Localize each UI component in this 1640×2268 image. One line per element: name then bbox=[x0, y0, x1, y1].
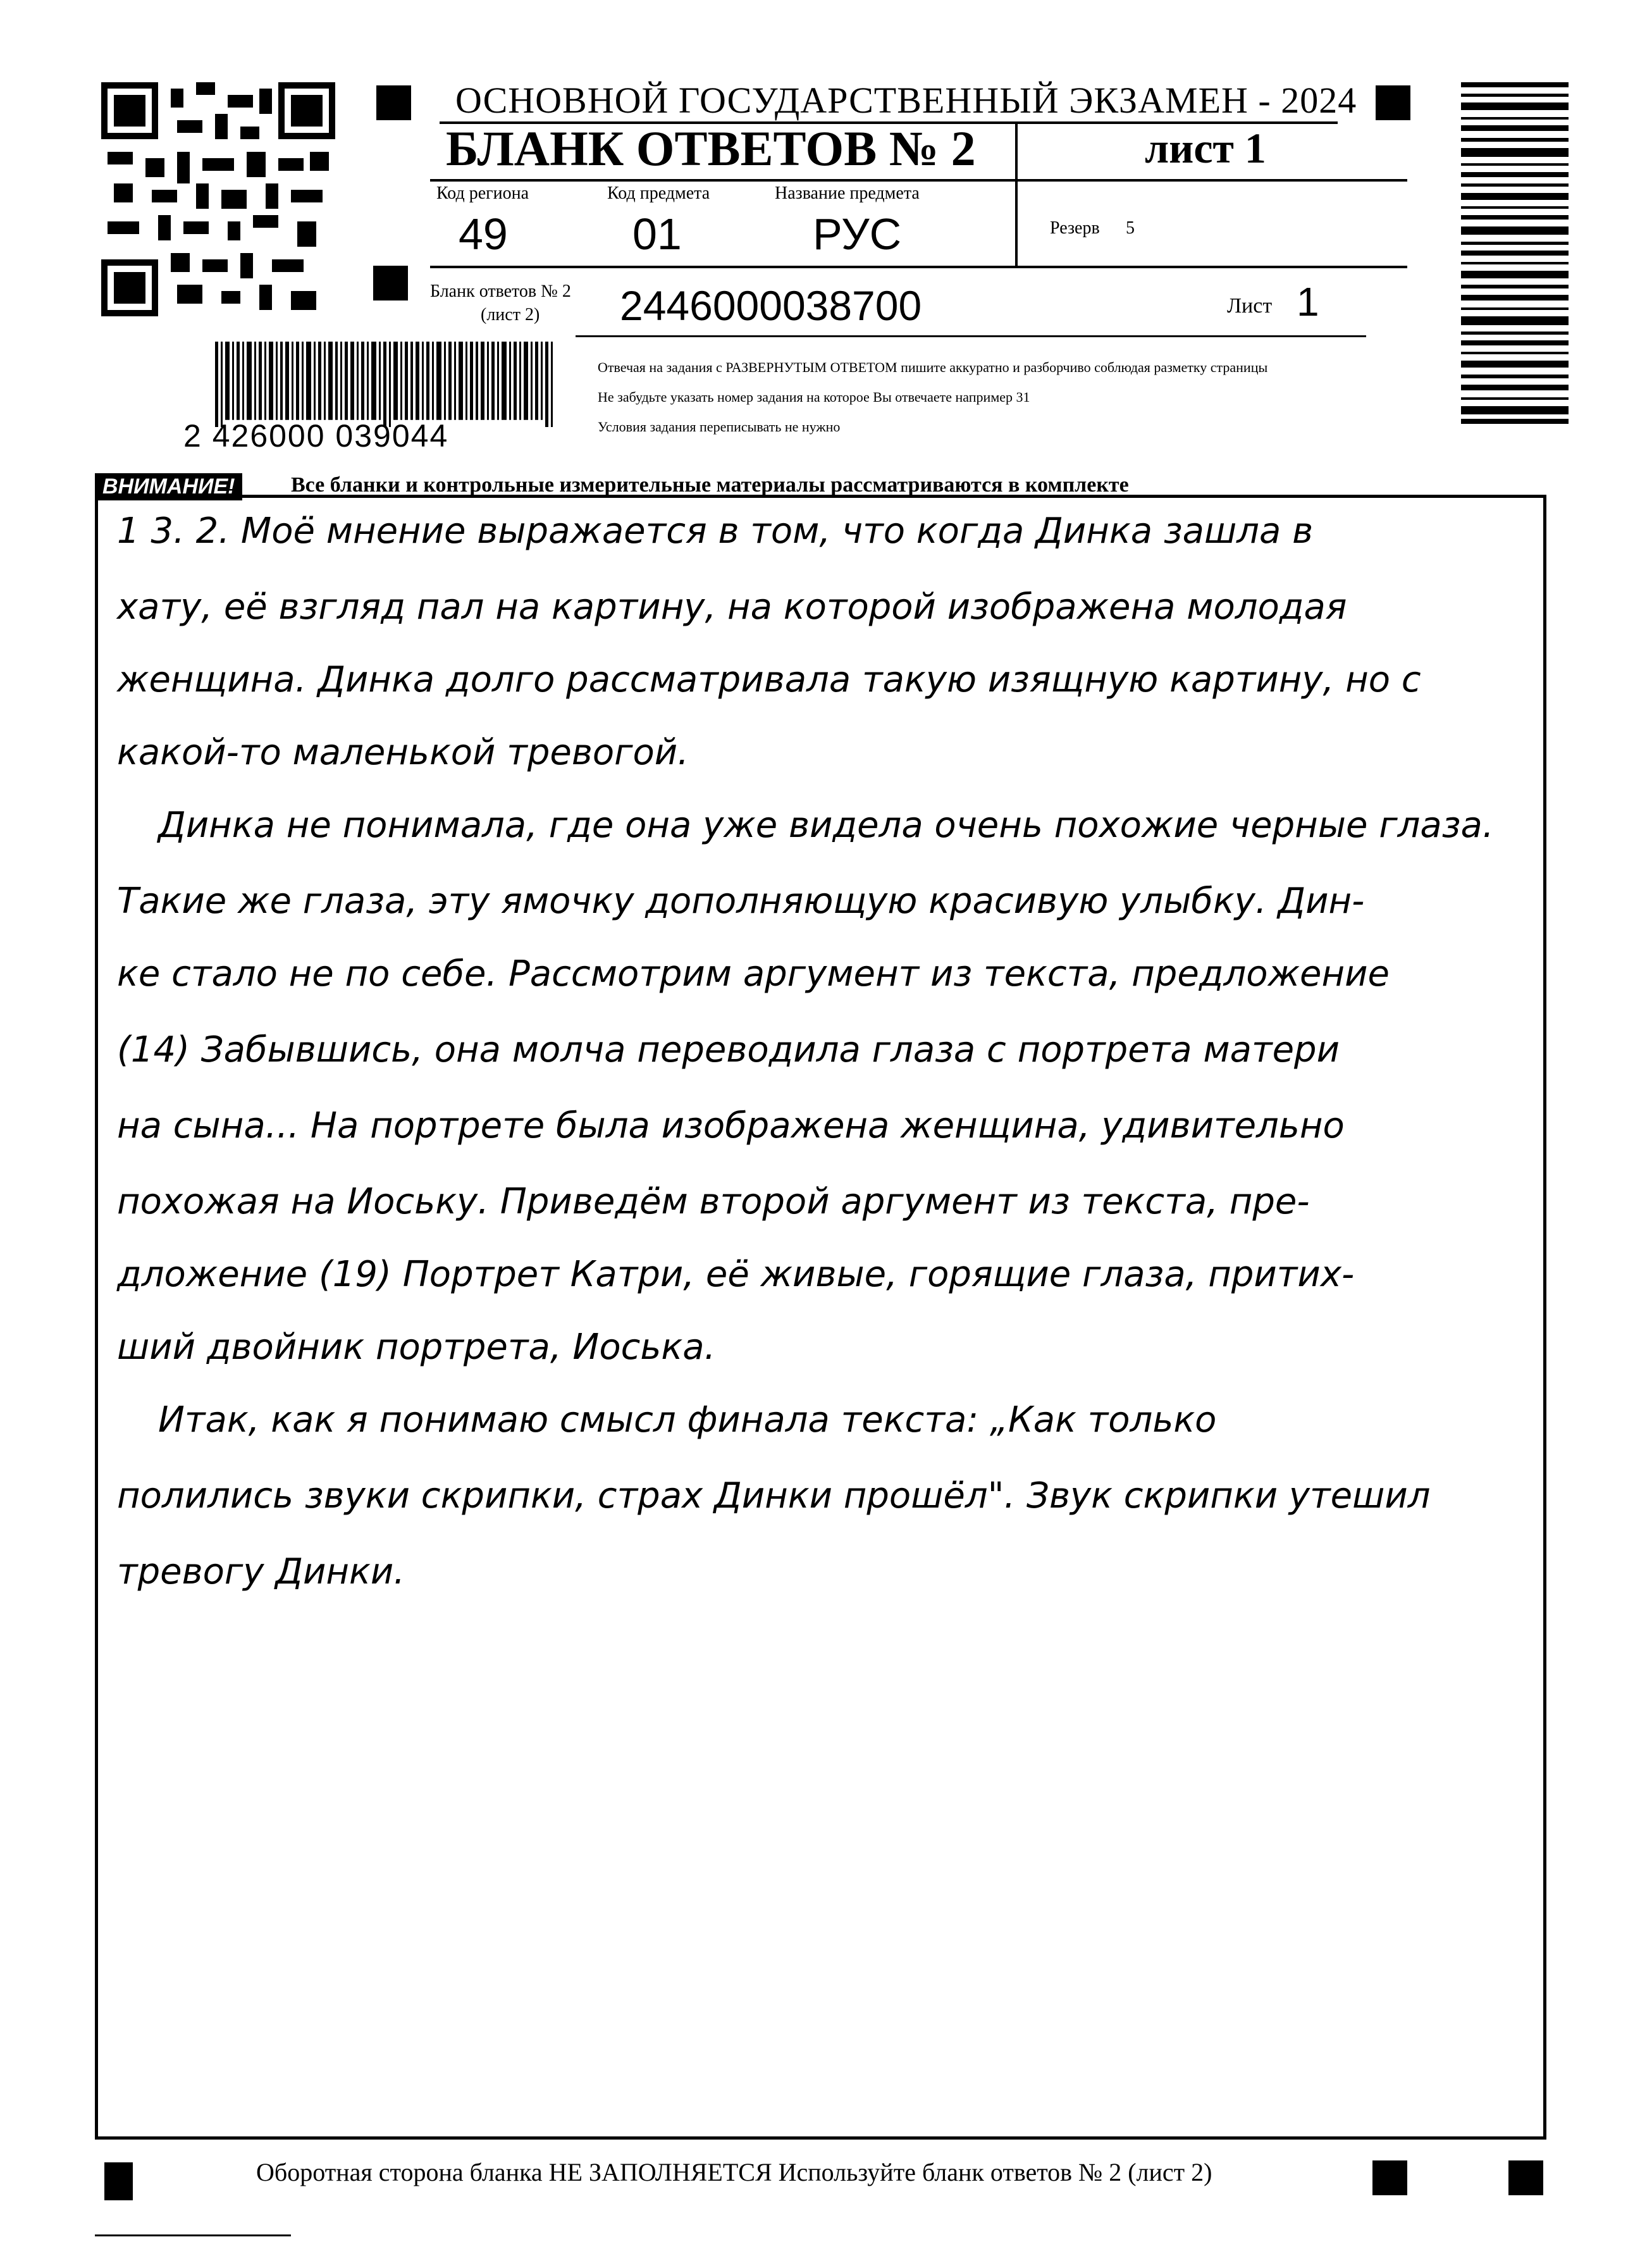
reserve-label: Резерв bbox=[1050, 218, 1100, 238]
answer-line: какой-то маленькой тревогой. bbox=[117, 732, 689, 773]
registration-mark bbox=[1508, 2160, 1543, 2195]
registration-mark bbox=[1372, 2160, 1407, 2195]
form2-label-line1: Бланк ответов № 2 bbox=[430, 282, 571, 301]
subject-code-label: Код предмета bbox=[607, 183, 710, 203]
sheet-title: лист 1 bbox=[1145, 124, 1266, 172]
divider bbox=[95, 2234, 291, 2236]
answer-line: тревогу Динки. bbox=[117, 1551, 405, 1592]
footer-note: Оборотная сторона бланка НЕ ЗАПОЛНЯЕТСЯ Используйте бланк ответов № 2 (лист 2) bbox=[256, 2158, 1212, 2186]
sheet-value: 1 bbox=[1297, 279, 1319, 325]
registration-mark bbox=[1376, 85, 1410, 120]
side-barcode bbox=[1461, 82, 1569, 424]
divider bbox=[1015, 121, 1018, 266]
registration-mark bbox=[376, 85, 411, 120]
divider bbox=[430, 266, 1407, 268]
divider bbox=[430, 179, 1407, 182]
region-value: 49 bbox=[459, 209, 508, 259]
answer-line: дложение (19) Портрет Катри, её живые, горящие глаза, притих- bbox=[117, 1254, 1355, 1295]
instruction-1: Отвечая на задания с РАЗВЕРНУТЫМ ОТВЕТОМ пишите аккуратно и разборчиво соблюдая разметку страницы bbox=[598, 359, 1268, 375]
answer-line: похожая на Иоську. Приведём второй аргумент из текста, пре- bbox=[117, 1181, 1310, 1222]
sheet-label: Лист bbox=[1227, 294, 1273, 318]
registration-mark bbox=[104, 2162, 133, 2200]
answer-line: хату, её взгляд пал на картину, на которой изображена молодая bbox=[117, 586, 1347, 628]
subject-name-label: Название предмета bbox=[775, 183, 920, 203]
attention-badge: ВНИМАНИЕ! bbox=[95, 473, 242, 500]
form-barcode bbox=[215, 342, 557, 427]
form2-label-line2: (лист 2) bbox=[481, 305, 540, 325]
form2-number: 2446000038700 bbox=[620, 282, 922, 329]
answer-line: Итак, как я понимаю смысл финала текста: „Как только bbox=[158, 1399, 1217, 1441]
answer-line: Динка не понимала, где она уже видела очень похожие черные глаза. bbox=[158, 805, 1494, 846]
divider bbox=[576, 335, 1366, 337]
answer-line: полились звуки скрипки, страх Динки прошёл". Звук скрипки утешил bbox=[117, 1475, 1431, 1516]
answer-area[interactable] bbox=[95, 495, 1546, 2140]
answer-line: 1 3. 2. Моё мнение выражается в том, что когда Динка зашла в bbox=[117, 511, 1314, 552]
subject-code-value: 01 bbox=[632, 209, 682, 259]
instruction-2: Не забудьте указать номер задания на которое Вы отвечаете например 31 bbox=[598, 389, 1030, 405]
form-title: БЛАНК ОТВЕТОВ № 2 bbox=[446, 121, 976, 176]
qr-code bbox=[101, 82, 335, 316]
answer-line: женщина. Динка долго рассматривала такую изящную картину, но с bbox=[117, 659, 1421, 700]
barcode-number: 2 426000 039044 bbox=[183, 418, 449, 454]
reserve-value: 5 bbox=[1126, 218, 1135, 238]
answer-line: (14) Забывшись, она молча переводила глаза с портрета матери bbox=[117, 1029, 1340, 1070]
answer-line: на сына... На портрете была изображена женщина, удивительно bbox=[117, 1105, 1345, 1146]
exam-title: ОСНОВНОЙ ГОСУДАРСТВЕННЫЙ ЭКЗАМЕН - 2024 bbox=[455, 80, 1357, 121]
attention-text: Все бланки и контрольные измерительные материалы рассматриваются в комплекте bbox=[291, 473, 1129, 497]
region-label: Код региона bbox=[436, 183, 529, 203]
answer-line: Такие же глаза, эту ямочку дополняющую красивую улыбку. Дин- bbox=[117, 881, 1365, 922]
answer-line: ке стало не по себе. Рассмотрим аргумент из текста, предложение bbox=[117, 953, 1390, 995]
registration-mark bbox=[373, 266, 408, 301]
answer-line: ший двойник портрета, Иоська. bbox=[117, 1327, 716, 1368]
subject-name-value: РУС bbox=[813, 209, 902, 259]
instruction-3: Условия задания переписывать не нужно bbox=[598, 419, 841, 435]
